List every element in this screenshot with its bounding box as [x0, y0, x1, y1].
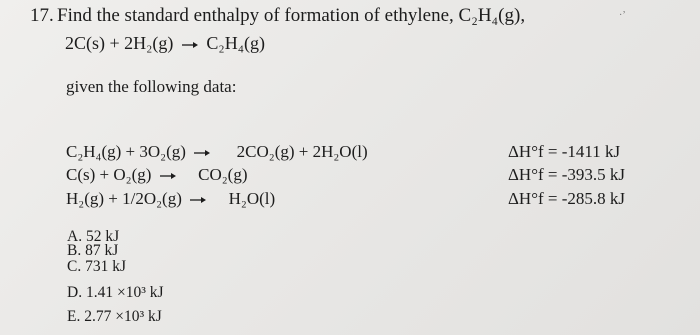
answer-option-d[interactable] [67, 284, 164, 302]
answer-value: 87 kJ [85, 242, 119, 259]
reaction-2-left: C(s) + O₂(g) [66, 165, 152, 184]
reaction-3-right: H₂O(l) [228, 189, 276, 208]
reaction-2-right: CO₂(g) [198, 165, 248, 184]
corner-mark: ·’ [619, 10, 626, 21]
answer-value: 1.41 ×10³ kJ [85, 284, 164, 301]
reaction-3-enthalpy: ΔH°f = -285.8 kJ [508, 189, 626, 208]
reaction-arrow-icon [160, 172, 176, 180]
answer-option-c[interactable] [67, 258, 126, 276]
main-reaction-reactants: 2C(s) + 2H₂(g) [65, 33, 174, 53]
reaction-2-enthalpy: ΔH°f = -393.5 kJ [508, 165, 626, 184]
reaction-2 [66, 165, 248, 185]
reaction-1-enthalpy: ΔH°f = -1411 kJ [508, 142, 621, 161]
question-number: 17. [30, 5, 54, 26]
answer-value: 731 kJ [85, 258, 127, 275]
reaction-1 [66, 142, 368, 162]
answer-label: D. [67, 284, 83, 301]
reaction-arrow-icon [182, 41, 198, 49]
reaction-arrow-icon [194, 149, 210, 157]
answer-label: A. [67, 228, 83, 245]
main-reaction [65, 33, 265, 54]
reaction-3 [66, 189, 275, 209]
answer-label: E. [67, 308, 81, 325]
reaction-arrow-icon [190, 196, 206, 204]
reaction-1-right: 2CO₂(g) + 2H₂O(l) [236, 142, 368, 161]
answer-value: 52 kJ [85, 228, 120, 245]
answer-label: C. [67, 258, 82, 275]
answer-option-e[interactable] [67, 308, 162, 326]
reaction-1-left: C₂H₄(g) + 3O₂(g) [66, 142, 186, 161]
main-reaction-product: C₂H₄(g) [206, 33, 265, 53]
given-label: given the following data: [66, 77, 237, 96]
answer-label: B. [67, 242, 82, 259]
reaction-3-left: H₂(g) + 1/2O₂(g) [66, 189, 182, 208]
answer-value: 2.77 ×10³ kJ [84, 308, 162, 325]
question-text: Find the standard enthalpy of formation of ethylene, C₂H₄(g), [57, 5, 526, 26]
